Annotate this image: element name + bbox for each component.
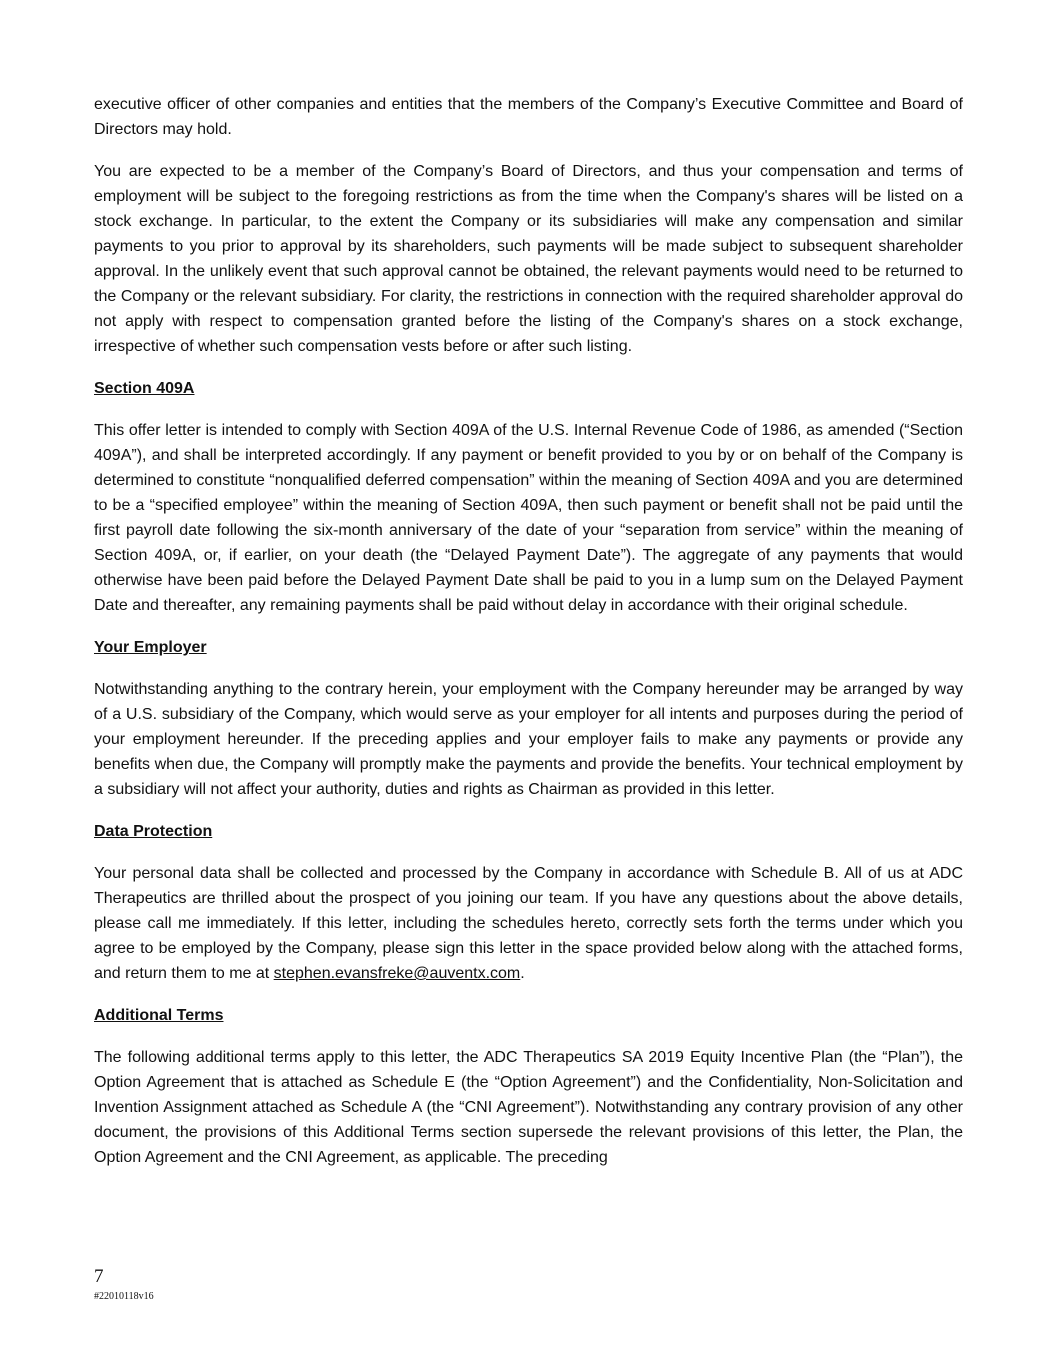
paragraph-data-protection (94, 861, 963, 986)
paragraph-your-employer: Notwithstanding anything to the contrary herein, your employment with the Company hereunder may be arranged by way of a U.S. subsidiary of the Company, which would serve as your employer for all intents and purposes during the period of your employment hereunder. If the preceding applies and your employer fails to make any payments or provide any benefits when due, the Company will promptly make the payments and provide the benefits. Your technical employment by a subsidiary will not affect your authority, duties and rights as Chairman as provided in this letter. (94, 681, 963, 798)
data-protection-text: Your personal data shall be collected and processed by the Company in accordance with Schedule B. All of us at ADC Therapeutics are thrilled about the prospect of you joining our team. If you have any questions about the above details, please call me immediately. If this letter, including the schedules hereto, correctly sets forth the terms under which you agree to be employed by the Company, please sign this letter in the space provided below along with the attached forms, and return them to me at (94, 865, 963, 982)
paragraph-additional-terms: The following additional terms apply to this letter, the ADC Therapeutics SA 2019 Equity Incentive Plan (the “Plan”), the Option Agreement that is attached as Schedule E (the “Option Agreement”) and the Confidentiality, Non-Solicitation and Invention Assignment attached as Schedule A (the “CNI Agreement”). Notwithstanding any contrary provision of any other document, the provisions of this Additional Terms section supersede the relevant provisions of this letter, the Plan, the Option Agreement and the CNI Agreement, as applicable. The preceding (94, 1049, 963, 1166)
document-page (94, 92, 963, 1187)
email-link[interactable]: stephen.evansfreke@auventx.com (273, 965, 521, 982)
paragraph-section-409a: This offer letter is intended to comply with Section 409A of the U.S. Internal Revenue Code of 1986, as amended (“Section 409A”), and shall be interpreted accordingly. If any payment or benefit provided to you by or on behalf of the Company is determined to constitute “nonqualified deferred compensation” within the meaning of Section 409A and you are determined to be a “specified employee” within the meaning of Section 409A, then such payment or benefit shall not be paid until the first payroll date following the six-month anniversary of the date of your “separation from service” within the meaning of Section 409A, or, if earlier, on your death (the “Delayed Payment Date”). The aggregate of any payments that would otherwise have been paid before the Delayed Payment Date shall be paid to you in a lump sum on the Delayed Payment Date and thereafter, any remaining payments shall be paid without delay in accordance with their original schedule. (94, 422, 963, 614)
page-number: 7 (94, 1266, 104, 1287)
heading-additional-terms: Additional Terms (94, 1007, 224, 1024)
heading-data-protection: Data Protection (94, 823, 213, 840)
heading-section-409a: Section 409A (94, 380, 195, 397)
document-id: #22010118v16 (94, 1291, 154, 1302)
heading-your-employer: Your Employer (94, 639, 207, 656)
paragraph-board-membership: You are expected to be a member of the Company’s Board of Directors, and thus your compensation and terms of employment will be subject to the foregoing restrictions as from the time when the Company's shares will be listed on a stock exchange. In particular, to the extent the Company or its subsidiaries will make any compensation and similar payments to you prior to approval by its shareholders, such payments will be made subject to subsequent shareholder approval. In the unlikely event that such approval cannot be obtained, the relevant payments would need to be returned to the Company or the relevant subsidiary. For clarity, the restrictions in connection with the required shareholder approval do not apply with respect to compensation granted before the listing of the Company's shares on a stock exchange, irrespective of whether such compensation vests before or after such listing. (94, 163, 963, 355)
paragraph-board-restrictions: executive officer of other companies and entities that the members of the Company’s Executive Committee and Board of Directors may hold. (94, 96, 963, 138)
data-protection-period: . (520, 965, 525, 982)
